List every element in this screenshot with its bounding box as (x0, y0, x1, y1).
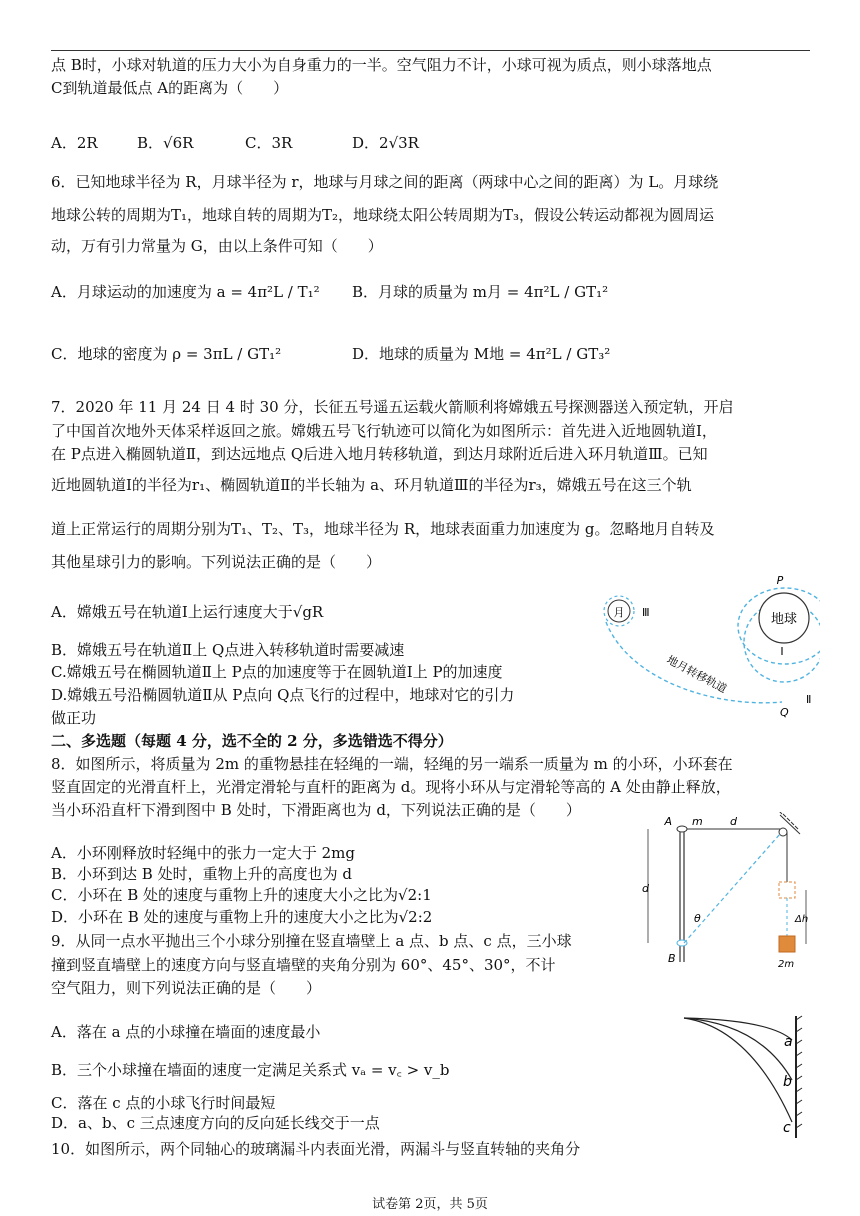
q5-option-c: C．3R (245, 134, 293, 152)
orbit-i-label: Ⅰ (780, 645, 784, 658)
q6-option-c: C．地球的密度为 ρ = 3πL / GT₁² (51, 345, 282, 363)
trajectory-c (684, 1018, 792, 1122)
q9-option-c: C．落在 c 点的小球飞行时间最短 (51, 1094, 276, 1112)
q6-option-b: B．月球的质量为 m月 = 4π²L / GT₁² (352, 283, 609, 301)
earth-label: 地球 (770, 612, 798, 627)
moon-label: 月 (613, 606, 625, 619)
wall-figure (680, 1010, 810, 1142)
q7-line-1: 7．2020 年 11 月 24 日 4 时 30 分，长征五号遥五运载火箭顺利将嫦娥五号探测器送入预定轨，开启 (51, 398, 734, 416)
point-q-label: Q (780, 706, 789, 719)
point-a-label: A (664, 815, 672, 828)
q8-option-b: B．小环到达 B 处时，重物上升的高度也为 d (51, 865, 352, 883)
q7-line-4: 近地圆轨道Ⅰ的半径为r₁、椭圆轨道Ⅱ的半长轴为 a、环月轨道Ⅲ的半径为r₃，嫦娥五号在这三个轨 (51, 476, 692, 494)
q7-line-2: 了中国首次地外天体采样返回之旅。嫦娥五号飞行轨迹可以简化为如图所示：首先进入近地圆轨道Ⅰ， (51, 422, 717, 440)
q8-option-c: C．小环在 B 处的速度与重物上升的速度大小之比为√2:1 (51, 886, 432, 904)
header-rule (51, 50, 810, 51)
q6-line-3: 动，万有引力常量为 G，由以上条件可知（ ） (51, 237, 383, 255)
q7-option-d: D.嫦娥五号沿椭圆轨道Ⅱ从 P点向 Q点飞行的过程中，地球对它的引力 (51, 686, 515, 704)
transfer-orbit-path (606, 622, 782, 703)
point-b-label: B (668, 952, 676, 965)
q5-line-2: C到轨道最低点 A的距离为（ ） (51, 79, 289, 97)
q10-line-1: 10．如图所示，两个同轴心的玻璃漏斗内表面光滑，两漏斗与竖直转轴的夹角分 (51, 1140, 581, 1158)
ceiling-hatch (779, 812, 798, 829)
q5-option-b: B．√6R (137, 134, 194, 152)
point-c-label: c (783, 1120, 791, 1136)
mass-2m-label: 2m (778, 959, 795, 970)
q8-line-3: 当小环沿直杆下滑到图中 B 处时，下滑距离也为 d，下列说法正确的是（ ） (51, 801, 581, 819)
ring-at-a (677, 826, 687, 832)
q7-option-d-cont: 做正功 (51, 709, 97, 727)
q6-option-d: D．地球的质量为 M地 = 4π²L / GT₃² (352, 345, 611, 363)
q7-line-3: 在 P点进入椭圆轨道Ⅱ，到达远地点 Q后进入地月转移轨道，到达月球附近后进入环月轨道Ⅲ。已知 (51, 445, 708, 463)
orbit-ii-label: Ⅱ (806, 693, 812, 706)
orbit-iii-label: Ⅲ (642, 606, 650, 619)
q9-line-2: 撞到竖直墙壁上的速度方向与竖直墙壁的夹角分别为 60°、45°、30°，不计 (51, 956, 556, 974)
point-a-label: a (784, 1034, 793, 1050)
q7-line-5: 道上正常运行的周期分别为T₁、T₂、T₃，地球半径为 R，地球表面重力加速度为 g。忽略地月自转及 (51, 520, 715, 538)
q8-line-2: 竖直固定的光滑直杆上，光滑定滑轮与直杆的距离为 d。现将小环从与定滑轮等高的 A 处由静止释放， (51, 778, 731, 796)
pulley-figure (640, 812, 820, 980)
q9-option-d: D．a、b、c 三点速度方向的反向延长线交于一点 (51, 1114, 380, 1132)
orbit-figure (594, 570, 820, 730)
q9-line-1: 9．从同一点水平抛出三个小球分别撞在竖直墙壁上 a 点、b 点、c 点，三小球 (51, 932, 572, 950)
q7-option-c: C.嫦娥五号在椭圆轨道Ⅱ上 P点的加速度等于在圆轨道Ⅰ上 P的加速度 (51, 663, 503, 681)
q5-line-1: 点 B时，小球对轨道的压力大小为自身重力的一半。空气阻力不计，小球可视为质点，则小球落地点 (51, 56, 712, 74)
q9-option-b: B．三个小球撞在墙面的速度一定满足关系式 vₐ = v꜀ > v_b (51, 1061, 450, 1079)
point-b-label: b (783, 1074, 792, 1090)
q5-option-d: D．2√3R (352, 134, 419, 152)
page-footer: 试卷第 2页，共 5页 (372, 1197, 488, 1212)
q8-line-1: 8．如图所示，将质量为 2m 的重物悬挂在轻绳的一端，轻绳的另一端系一质量为 m 的小环，小环套在 (51, 755, 733, 773)
q9-line-3: 空气阻力，则下列说法正确的是（ ） (51, 979, 322, 997)
q8-option-d: D．小环在 B 处的速度与重物上升的速度大小之比为√2:2 (51, 908, 433, 926)
transfer-orbit-label: 地月转移轨道 (664, 653, 729, 696)
q7-line-6: 其他星球引力的影响。下列说法正确的是（ ） (51, 553, 382, 571)
mass-m-label: m (692, 815, 703, 828)
mass-2m-block (779, 936, 795, 952)
theta-label: θ (694, 912, 701, 925)
q6-option-a: A．月球运动的加速度为 a = 4π²L / T₁² (51, 283, 320, 301)
delta-h-label: Δh (795, 914, 809, 925)
q7-option-a: A．嫦娥五号在轨道Ⅰ上运行速度大于√gR (51, 603, 324, 621)
section-2-heading: 二、多选题（每题 4 分，选不全的 2 分，多选错选不得分） (51, 732, 453, 750)
d-left-label: d (642, 882, 649, 895)
rope-dashed (684, 834, 780, 943)
q6-line-2: 地球公转的周期为T₁，地球自转的周期为T₂，地球绕太阳公转周期为T₃，假设公转运动都视为圆周运 (51, 206, 715, 224)
q8-option-a: A．小环刚释放时轻绳中的张力一定大于 2mg (51, 844, 355, 862)
q9-option-a: A．落在 a 点的小球撞在墙面的速度最小 (51, 1023, 321, 1041)
mass-initial-dashed (779, 882, 795, 898)
pulley-circle (779, 828, 787, 836)
point-p-label: P (776, 574, 784, 587)
q5-option-a: A．2R (51, 134, 98, 152)
d-top-label: d (730, 815, 737, 828)
q6-line-1: 6．已知地球半径为 R，月球半径为 r，地球与月球之间的距离（两球中心之间的距离）为 L。月球绕 (51, 173, 719, 191)
q7-option-b: B．嫦娥五号在轨道Ⅱ上 Q点进入转移轨道时需要减速 (51, 641, 405, 659)
trajectory-b (684, 1018, 792, 1080)
